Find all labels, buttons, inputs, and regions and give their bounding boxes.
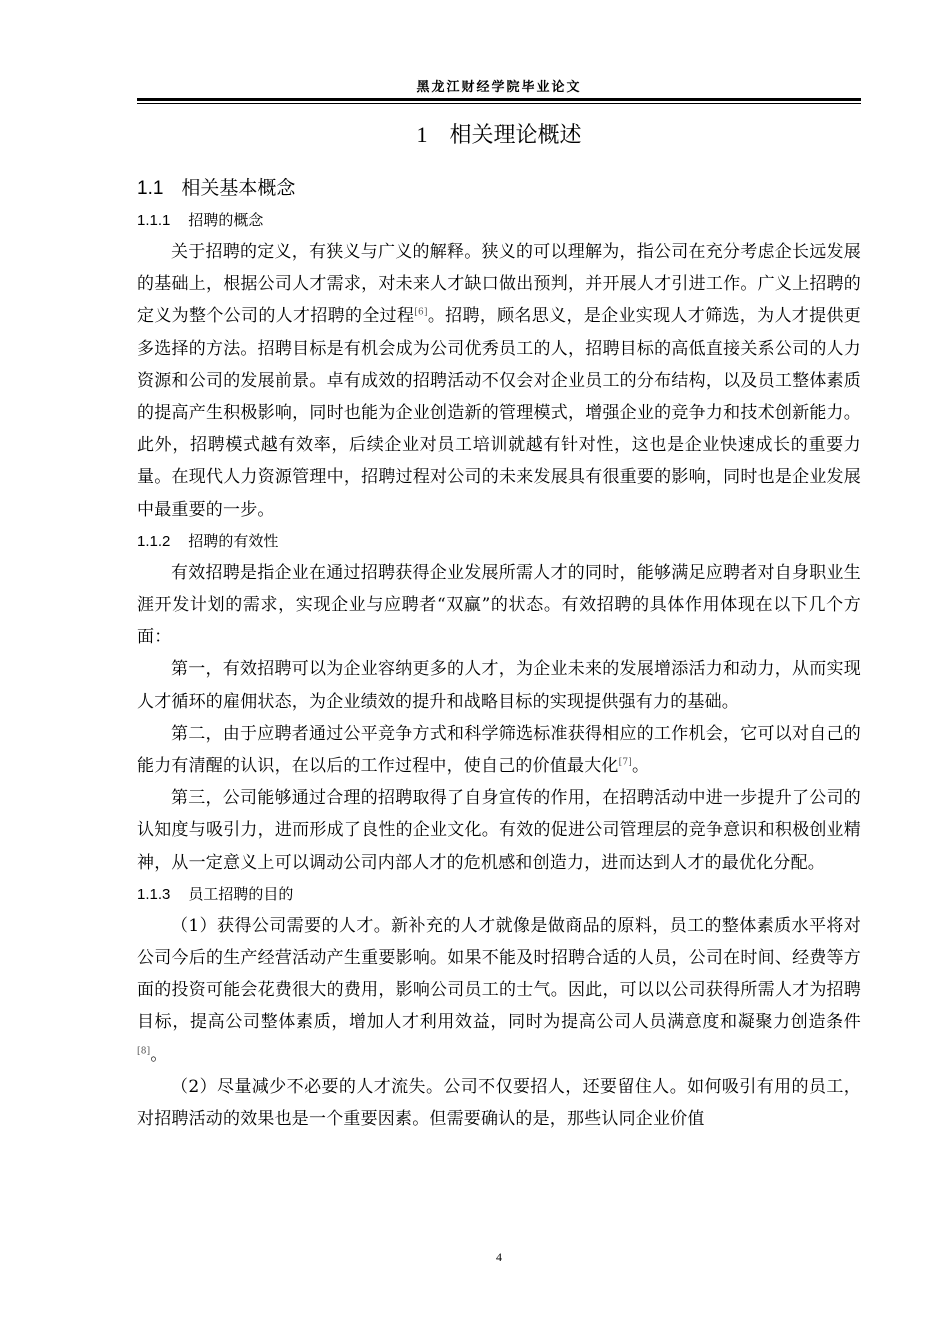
- chapter-title: [137, 118, 861, 149]
- subsection-title: 招聘的概念: [188, 211, 264, 229]
- body-text: [137, 172, 861, 1135]
- paragraph: [137, 910, 861, 1071]
- citation: [7]: [618, 757, 632, 768]
- header-rule-thin: [137, 103, 861, 104]
- citation: [6]: [414, 307, 428, 318]
- chapter-number: 1: [416, 122, 428, 147]
- running-header: 黑龙江财经学院毕业论文: [416, 80, 582, 95]
- paragraph: [137, 236, 861, 526]
- citation: [8]: [137, 1046, 151, 1057]
- subsection-heading: [137, 205, 861, 236]
- paragraph-text: 第二，由于应聘者通过公平竞争方式和科学筛选标准获得相应的工作机会，它可以对自己的能力有清醒的认识，在以后的工作过程中，使自己的价值最大化: [137, 723, 861, 777]
- subsection-heading: [137, 526, 861, 557]
- paragraph-text: （1）获得公司需要的人才。新补充的人才就像是做商品的原料，员工的整体素质水平将对公司今后的生产经营活动产生重要影响。如果不能及时招聘合适的人员，公司在时间、经费等方面的投资可能会花费很大的费用，影响公司员工的士气。因此，可以以公司获得所需人才为招聘目标，提高公司整体素质，增加人才利用效益，同时为提高公司人员满意度和凝聚力创造条件: [137, 915, 861, 1033]
- chapter-title-text: 相关理论概述: [449, 123, 582, 148]
- paragraph: 第三，公司能够通过合理的招聘取得了自身宣传的作用，在招聘活动中进一步提升了公司的认知度与吸引力，进而形成了良性的企业文化。有效的促进公司管理层的竞争意识和积极创业精神，从一定意义上可以调动公司内部人才的危机感和创造力，进而达到人才的最优化分配。: [137, 788, 861, 873]
- paragraph-text: 。招聘，顾名思义，是企业实现人才筛选，为人才提供更多选择的方法。招聘目标是有机会成为公司优秀员工的人，招聘目标的高低直接关系公司的人力资源和公司的发展前景。卓有成效的招聘活动不仅会对企业员工的分布结构，以及员工整体素质的提高产生积极影响，同时也能为企业创造新的管理模式，增强企业的竞争力和技术创新能力。此外，招聘模式越有效率，后续企业对员工培训就越有针对性，这也是企业快速成长的重要力量。在现代人力资源管理中，招聘过程对公司的未来发展具有很重要的影响，同时也是企业发展中最重要的一步。: [137, 306, 862, 520]
- section-title: 相关基本概念: [181, 177, 296, 199]
- page-number: 4: [496, 1250, 502, 1264]
- paragraph-text: 。: [631, 756, 650, 777]
- paragraph: 第一，有效招聘可以为企业容纳更多的人才，为企业未来的发展增添活力和动力，从而实现人才循环的雇佣状态，为企业绩效的提升和战略目标的实现提供强有力的基础。: [137, 659, 861, 712]
- subsection-number: 1.1.2: [137, 532, 171, 550]
- paragraph: 有效招聘是指企业在通过招聘获得企业发展所需人才的同时，能够满足应聘者对自身职业生涯开发计划的需求，实现企业与应聘者“双赢”的状态。有效招聘的具体作用体现在以下几个方面：: [137, 562, 861, 648]
- subsection-title: 员工招聘的目的: [188, 884, 294, 903]
- paragraph: [137, 718, 861, 782]
- subsection-heading: [137, 879, 861, 910]
- section-number: 1.1: [137, 178, 164, 199]
- subsection-number: 1.1.1: [137, 212, 171, 229]
- subsection-number: 1.1.3: [137, 885, 171, 903]
- paragraph: （2）尽量减少不必要的人才流失。公司不仅要招人，还要留住人。如何吸引有用的员工，对招聘活动的效果也是一个重要因素。但需要确认的是，那些认同企业价值: [137, 1076, 861, 1130]
- section-heading: [137, 172, 861, 205]
- paragraph-text: 关于招聘的定义，有狭义与广义的解释。狭义的可以理解为，指公司在充分考虑企长远发展的基础上，根据公司人才需求，对未来人才缺口做出预判，并开展人才引进工作。广义上招聘的定义为整个公司的人才招聘的全过程: [137, 242, 861, 327]
- header-rule-thick: [137, 98, 861, 101]
- subsection-title: 招聘的有效性: [188, 531, 279, 550]
- paragraph-text: 。: [150, 1044, 168, 1065]
